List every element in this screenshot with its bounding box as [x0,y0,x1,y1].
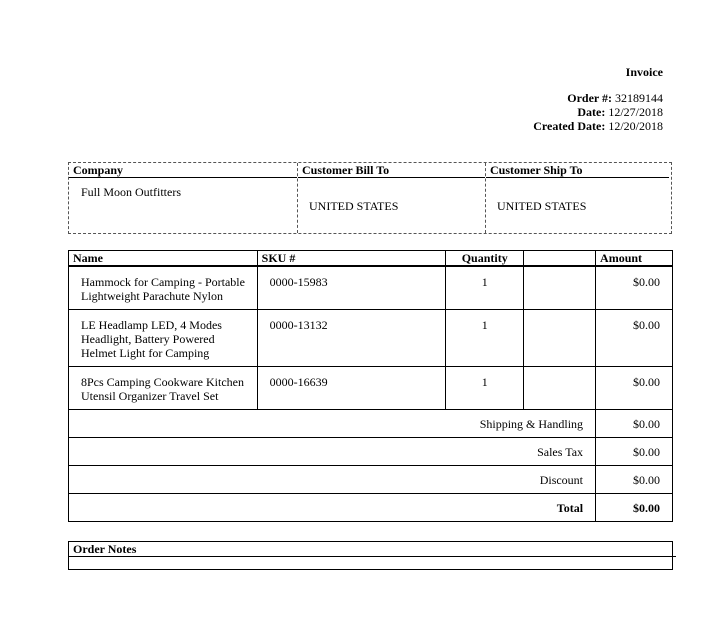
item-quantity: 1 [446,266,524,310]
address-box [68,162,672,234]
invoice-title-text: Invoice [625,65,663,79]
order-notes-heading: Order Notes [69,542,676,557]
items-table [68,250,673,522]
item-quantity: 1 [446,367,524,410]
item-sku: 0000-16639 [257,367,446,410]
item-quantity: 1 [446,310,524,367]
created-date-line [533,119,663,133]
created-date-label: Created Date: [533,119,606,133]
item-blank [524,367,596,410]
summary-value: $0.00 [596,466,673,494]
bill-to-value: UNITED STATES [309,199,399,213]
summary-row-shipping [69,410,673,438]
item-blank [524,310,596,367]
created-date-value: 12/20/2018 [608,119,663,133]
date-value: 12/27/2018 [608,105,663,119]
table-row [69,310,673,367]
order-number-line [567,91,663,105]
date-line [577,105,663,119]
column-header-quantity: Quantity [446,251,524,267]
summary-row-discount [69,466,673,494]
column-header-amount: Amount [596,251,673,267]
summary-label: Total [69,494,596,522]
invoice-title [626,65,663,79]
table-header-row [69,251,673,267]
column-header-sku: SKU # [257,251,446,267]
column-header-name: Name [69,251,258,267]
summary-value: $0.00 [596,438,673,466]
bill-to-heading: Customer Bill To [298,163,485,178]
summary-value: $0.00 [596,410,673,438]
item-amount: $0.00 [596,266,673,310]
table-row [69,367,673,410]
item-amount: $0.00 [596,310,673,367]
item-name: LE Headlamp LED, 4 Modes Headlight, Battery Powered Helmet Light for Camping [69,310,258,367]
company-column [69,163,297,233]
order-number-value: 32189144 [615,91,663,105]
item-amount: $0.00 [596,367,673,410]
order-number-label: Order #: [567,91,612,105]
order-notes-box [68,541,673,570]
column-header-blank [524,251,596,267]
ship-to-heading: Customer Ship To [486,163,669,178]
summary-value: $0.00 [596,494,673,522]
item-sku: 0000-15983 [257,266,446,310]
ship-to-column [486,163,670,233]
summary-row-sales-tax [69,438,673,466]
company-heading: Company [69,163,297,178]
bill-to-column [298,163,485,233]
item-name: 8Pcs Camping Cookware Kitchen Utensil Organizer Travel Set [69,367,258,410]
summary-label: Discount [69,466,596,494]
item-sku: 0000-13132 [257,310,446,367]
summary-label: Shipping & Handling [69,410,596,438]
summary-row-total [69,494,673,522]
item-blank [524,266,596,310]
item-name: Hammock for Camping - Portable Lightweight Parachute Nylon [69,266,258,310]
table-row [69,266,673,310]
company-name: Full Moon Outfitters [81,185,182,199]
ship-to-value: UNITED STATES [497,199,587,213]
date-label: Date: [577,105,606,119]
summary-label: Sales Tax [69,438,596,466]
